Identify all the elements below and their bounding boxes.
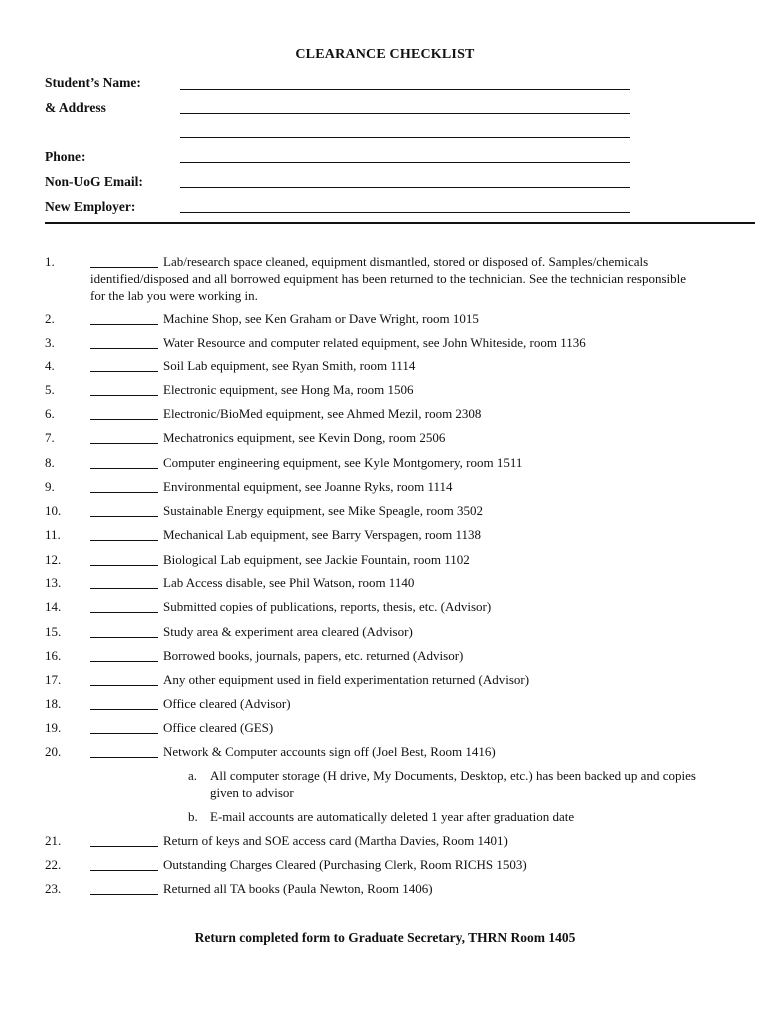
item-signoff-blank[interactable] [90,348,158,349]
email-field[interactable] [180,187,630,188]
item-signoff-blank[interactable] [90,661,158,662]
item-text: Mechanical Lab equipment, see Barry Verspagen, room 1138 [163,527,482,542]
item-text: Office cleared (GES) [163,720,274,735]
item-signoff-blank[interactable] [90,637,158,638]
item-signoff-blank[interactable] [90,709,158,710]
item-signoff-blank[interactable] [90,540,158,541]
item-signoff-blank[interactable] [90,443,158,444]
item-number: 4. [45,358,55,373]
checklist-item [0,856,770,873]
new-employer-label: New Employer: [45,199,136,214]
checklist-item [0,310,770,327]
item-number: 8. [45,455,55,470]
item-signoff-blank[interactable] [90,685,158,686]
item-number: 5. [45,382,55,397]
item-text: Electronic/BioMed equipment, see Ahmed Mezil, room 2308 [163,406,482,421]
subitem-text: All computer storage (H drive, My Documents, Desktop, etc.) has been backed up and copies given to advisor [210,768,696,800]
item-signoff-blank[interactable] [90,846,158,847]
checklist-item [0,405,770,422]
checklist-subitem [0,808,770,825]
item-text: Machine Shop, see Ken Graham or Dave Wright, room 1015 [163,311,479,326]
item-signoff-blank[interactable] [90,371,158,372]
item-number: 3. [45,335,55,350]
item-signoff-blank[interactable] [90,588,158,589]
item-text: Lab Access disable, see Phil Watson, room 1140 [163,575,415,590]
item-text: Office cleared (Advisor) [163,696,291,711]
item-number: 17. [45,672,62,687]
checklist-item [0,429,770,446]
checklist-item [0,880,770,897]
item-number: 10. [45,503,62,518]
checklist-item [0,526,770,543]
item-number: 20. [45,744,62,759]
address-label: & Address [45,100,106,115]
checklist-item [0,502,770,519]
item-text: Study area & experiment area cleared (Advisor) [163,624,413,639]
checklist-item [0,454,770,471]
item-number: 12. [45,552,62,567]
item-text: Returned all TA books (Paula Newton, Room 1406) [163,881,433,896]
checklist-item [0,695,770,712]
item-text: Any other equipment used in field experimentation returned (Advisor) [163,672,530,687]
item-number: 16. [45,648,62,663]
item-text: Biological Lab equipment, see Jackie Fountain, room 1102 [163,552,470,567]
item-text: Soil Lab equipment, see Ryan Smith, room 1114 [163,358,416,373]
item-text: Sustainable Energy equipment, see Mike Speagle, room 3502 [163,503,483,518]
phone-field[interactable] [180,162,630,163]
checklist-item [0,743,770,760]
item-number: 13. [45,575,62,590]
item-text: Return of keys and SOE access card (Martha Davies, Room 1401) [163,833,508,848]
checklist-item [0,832,770,849]
new-employer-field[interactable] [180,212,630,213]
student-name-field[interactable] [180,89,630,90]
address-field-line-2[interactable] [180,137,630,138]
item-number: 14. [45,599,62,614]
item-text: Outstanding Charges Cleared (Purchasing Clerk, Room RICHS 1503) [163,857,527,872]
item-signoff-blank[interactable] [90,324,158,325]
checklist-item [0,671,770,688]
item-text: Lab/research space cleaned, equipment dismantled, stored or disposed of. Samples/chemicals identified/disposed and all borrowed equipment has been returned to the technician. See the technician responsible for the lab you were working in. [90,254,687,303]
checklist-item [0,381,770,398]
checklist-item [0,478,770,495]
item-text: Water Resource and computer related equipment, see John Whiteside, room 1136 [163,335,586,350]
item-text: Environmental equipment, see Joanne Ryks, room 1114 [163,479,453,494]
item-number: 7. [45,430,55,445]
checklist-item [0,551,770,568]
item-signoff-blank[interactable] [90,757,158,758]
item-text: Network & Computer accounts sign off (Joel Best, Room 1416) [163,744,496,759]
return-instructions: Return completed form to Graduate Secretary, THRN Room 1405 [194,930,576,945]
item-signoff-blank[interactable] [90,565,158,566]
item-signoff-blank[interactable] [90,492,158,493]
item-signoff-blank[interactable] [90,395,158,396]
item-text: Borrowed books, journals, papers, etc. returned (Advisor) [163,648,464,663]
page-title: CLEARANCE CHECKLIST [295,47,475,62]
item-text: Mechatronics equipment, see Kevin Dong, room 2506 [163,430,446,445]
item-signoff-blank[interactable] [90,516,158,517]
item-number: 15. [45,624,62,639]
item-signoff-blank[interactable] [90,468,158,469]
checklist-item [0,719,770,736]
header-divider [45,222,755,224]
email-label: Non-UoG Email: [45,174,143,189]
item-number: 6. [45,406,55,421]
item-text: Computer engineering equipment, see Kyle Montgomery, room 1511 [163,455,523,470]
checklist-item [0,623,770,640]
item-number: 21. [45,833,62,848]
item-signoff-blank[interactable] [90,612,158,613]
item-number: 2. [45,311,55,326]
subitem-letter: a. [188,768,198,783]
item-number: 18. [45,696,62,711]
item-signoff-blank[interactable] [90,419,158,420]
item-number: 11. [45,527,61,542]
checklist-item [0,334,770,351]
phone-label: Phone: [45,149,86,164]
address-field-line-1[interactable] [180,113,630,114]
item-signoff-blank[interactable] [90,894,158,895]
item-text: Electronic equipment, see Hong Ma, room 1506 [163,382,414,397]
subitem-text: E-mail accounts are automatically deleted 1 year after graduation date [210,809,575,824]
checklist-item [0,647,770,664]
item-number: 19. [45,720,62,735]
subitem-letter: b. [188,809,198,824]
checklist-item [0,598,770,615]
checklist-item [0,574,770,591]
item-signoff-blank[interactable] [90,733,158,734]
checklist-subitem [0,767,770,803]
item-number: 22. [45,857,62,872]
checklist-item [0,253,770,305]
checklist-item [0,357,770,374]
student-name-label: Student’s Name: [45,75,141,90]
item-number: 23. [45,881,62,896]
item-number: 9. [45,479,55,494]
item-signoff-blank[interactable] [90,870,158,871]
item-text: Submitted copies of publications, reports, thesis, etc. (Advisor) [163,599,492,614]
item-number: 1. [45,254,55,269]
